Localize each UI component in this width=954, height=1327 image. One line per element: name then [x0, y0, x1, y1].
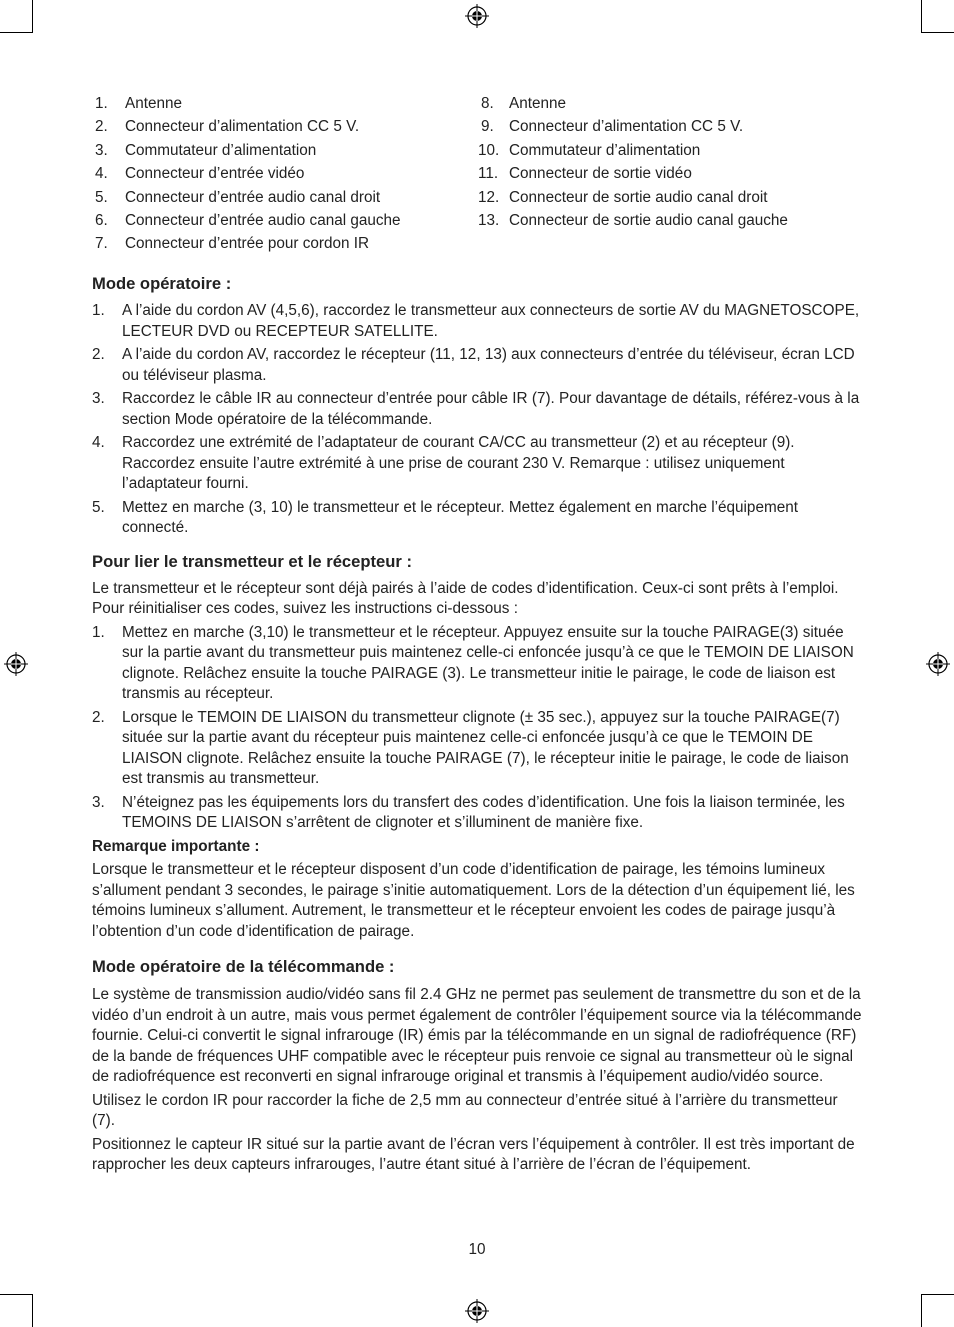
list-item: 4. Connecteur d’entrée vidéo [95, 165, 305, 183]
registration-mark-icon [4, 652, 28, 676]
list-item: 2. Connecteur d’alimentation CC 5 V. [95, 118, 360, 136]
section-title-remote: Mode opératoire de la télécommande : [92, 957, 395, 976]
crop-mark-tr-h [921, 32, 954, 33]
mode-steps [92, 301, 864, 539]
list-item: 3. Commutateur d’alimentation [95, 141, 317, 159]
note-text: Lorsque le transmetteur et le récepteur disposent d’un code d’identification de pairage, les témoins lumineux s’allument pendant 3 secondes, le pairage s’initie automatiquement. Lors de la détection d’un équipement lié, les témoins lumineux s’allument. Autrement, le transmetteur et le récepteur envoient les codes de pairage jusqu’à l’obtention d’un code d’identification de pairage. [92, 861, 855, 940]
list-item: 2. Lorsque le TEMOIN DE LIAISON du transmetteur clignote (± 35 sec.), appuyez sur la touche PAIRAGE(7) située sur la partie avant du récepteur puis maintenez celle-ci enfoncée jusqu’à ce que le TEMOIN DE LIAISON clignote. Relâchez ensuite la touche PAIRAGE (7), le récepteur initie le pairage, le code de liaison est transmis au transmetteur. [92, 708, 849, 787]
crop-mark-bl-h [0, 1294, 33, 1295]
list-item: 8. Antenne [481, 95, 566, 112]
list-item: 7. Connecteur d’entrée pour cordon IR [95, 235, 370, 253]
list-item: 3. Raccordez le câble IR au connecteur d’entrée pour câble IR (7). Pour davantage de détails, référez-vous à la section Mode opératoire de la télécommande. [92, 390, 860, 428]
list-item: 1. A l’aide du cordon AV (4,5,6), raccordez le transmetteur aux connecteurs de sortie AV du MAGNETOSCOPE, LECTEUR DVD ou RECEPTEUR SATELLITE. [92, 302, 860, 340]
list-item: 5. Connecteur d’entrée audio canal droit [95, 188, 381, 206]
list-item: 1. Mettez en marche (3,10) le transmetteur et le récepteur. Appuyez ensuite sur la touche PAIRAGE(3) située sur la partie avant du transmetteur puis maintenez celle-ci enfoncée jusqu’à ce que le TEMOIN DE LIAISON clignote. Relâchez ensuite la touche PAIRAGE (3). Le transmetteur initie le pairage, le code de liaison est transmis au récepteur. [92, 623, 854, 702]
pairing-intro: Le transmetteur et le récepteur sont déjà pairés à l’aide de codes d’identification. Ceux-ci sont prêts à l’emploi. Pour réinitialiser ces codes, suivez les instructions ci-dessous : [92, 579, 839, 617]
remote-paragraph-1: Le système de transmission audio/vidéo sans fil 2.4 GHz ne permet pas seulement de transmettre du son et de la vidéo d’un endroit à un autre, mais vous permet également de contrôler l’équipement source via la télécommande fournie. Celui-ci convertit le signal infrarouge (IR) émis par la télécommande en un signal de radiofréquence (RF) de la bande de fréquences UHF compatible avec le récepteur puis renvoie ce signal au transmetteur où le signal de radiofréquence est reconverti en signal infrarouge original et transmis à l’équipement audio/vidéo source. [92, 986, 862, 1085]
parts-list-right [478, 92, 788, 232]
crop-mark-br-h [921, 1294, 954, 1295]
parts-list-left [92, 92, 401, 256]
page-number: 10 [468, 1241, 486, 1258]
remote-paragraph-2: Utilisez le cordon IR pour raccorder la fiche de 2,5 mm au connecteur d’entrée situé à l’arrière du transmetteur (7). [92, 1091, 838, 1129]
list-item: 4. Raccordez une extrémité de l’adaptateur de courant CA/CC au transmetteur (2) et au récepteur (9). Raccordez ensuite l’autre extrémité à une prise de courant 230 V. Remarque : utilisez uniquement l’adaptateur fourni. [92, 434, 795, 492]
registration-mark-icon [926, 652, 950, 676]
main-content [92, 272, 864, 1176]
crop-mark-br-v [921, 1294, 922, 1327]
pairing-steps [92, 623, 864, 834]
crop-mark-bl-v [32, 1294, 33, 1327]
list-item: 12. Connecteur de sortie audio canal droit [478, 188, 768, 206]
list-item: 9. Connecteur d’alimentation CC 5 V. [481, 118, 744, 136]
registration-mark-icon [465, 1299, 489, 1323]
list-item: 11. Connecteur de sortie vidéo [478, 165, 692, 183]
crop-mark-tr-v [921, 0, 922, 33]
list-item: 1. Antenne [95, 95, 182, 112]
list-item: 3. N’éteignez pas les équipements lors du transfert des codes d’identification. Une fois la liaison terminée, les TEMOINS DE LIAISON s’arrêtent de clignoter et s’illuminent de manière fixe. [92, 793, 845, 831]
crop-mark-tl-v [32, 0, 33, 33]
list-item: 2. A l’aide du cordon AV, raccordez le récepteur (11, 12, 13) aux connecteurs d’entrée du téléviseur, écran LCD ou téléviseur plasma. [92, 346, 855, 384]
list-item: 10. Commutateur d’alimentation [478, 141, 701, 159]
list-item: 5. Mettez en marche (3, 10) le transmetteur et le récepteur. Mettez également en marche l’équipement connecté. [92, 498, 798, 536]
list-item: 13. Connecteur de sortie audio canal gauche [478, 211, 788, 229]
registration-mark-icon [465, 4, 489, 28]
list-item: 6. Connecteur d’entrée audio canal gauche [95, 211, 401, 229]
note-title: Remarque importante : [92, 837, 260, 855]
crop-mark-tl-h [0, 32, 33, 33]
section-title-pairing: Pour lier le transmetteur et le récepteur : [92, 551, 412, 571]
section-title-mode: Mode opératoire : [92, 274, 232, 293]
remote-paragraph-3: Positionnez le capteur IR situé sur la partie avant de l’écran vers l’équipement à contrôler. Il est très important de rapprocher les deux capteurs infrarouges, l’autre étant situé à l’arrière de l’écran de l’équipement. [92, 1135, 855, 1173]
